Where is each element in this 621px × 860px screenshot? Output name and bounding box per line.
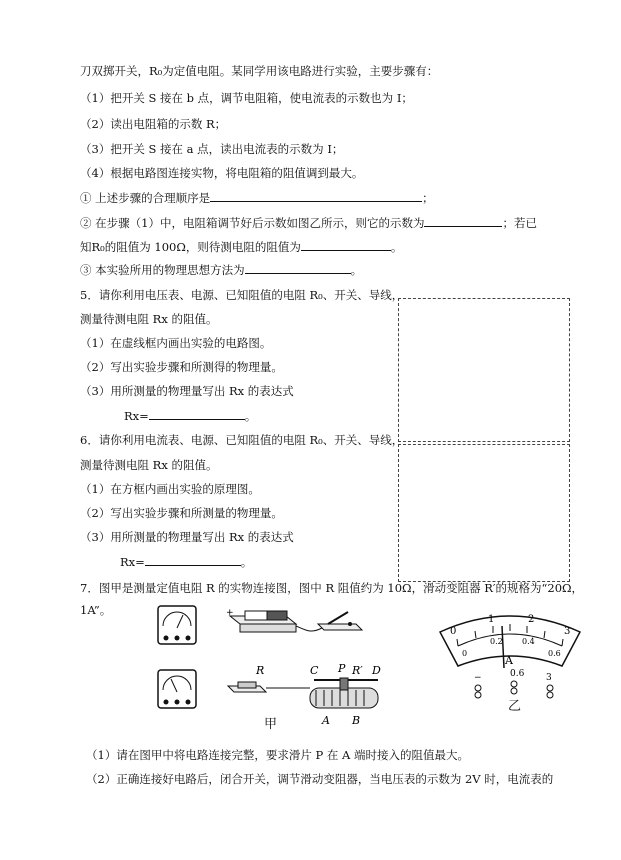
q7-item-1: （1）请在图甲中将电路连接完整，要求滑片 P 在 A 端时接入的阻值最大。 (86, 748, 469, 762)
dial-top-0: 0 (450, 626, 457, 637)
q5-item-2: （2）写出实验步骤和所测得的物理量。 (80, 360, 283, 374)
label-c: C (310, 664, 319, 677)
label-d: D (372, 664, 381, 677)
step-1: （1）把开关 S 接在 b 点，调节电阻箱，使电流表的示数也为 I； (80, 91, 413, 105)
question-order (80, 190, 434, 205)
label-a: A (322, 714, 330, 727)
question-box-reading-text: ② 在步骤（1）中，电阻箱调节好后示数如图乙所示，则它的示数为 (80, 216, 425, 230)
question-resistance-end: 。 (390, 240, 403, 254)
answer-blank-q6[interactable] (145, 554, 241, 566)
battery-pack (226, 608, 296, 632)
q6-formula-end: 。 (240, 555, 253, 569)
label-b: B (352, 714, 361, 727)
dial-top-1: 1 (488, 614, 495, 625)
dial-top-3: 3 (564, 626, 571, 637)
svg-text:+: + (226, 608, 234, 618)
terminal-posts (475, 681, 553, 698)
q6-drawing-box[interactable] (398, 444, 570, 582)
q5-formula (124, 408, 256, 423)
question-order-text: ① 上述步骤的合理顺序是 (80, 191, 211, 205)
q7-line-2: 1A”。 (80, 603, 112, 617)
answer-blank-q5[interactable] (149, 408, 245, 420)
q7-item-2: （2）正确连接好电路后，闭合开关，调节滑动变阻器，当电压表的示数为 2V 时，电流表的 (86, 772, 554, 786)
dial-bottom-3: 0.6 (548, 649, 561, 658)
label-r-prime: R′ (352, 664, 363, 677)
question-box-reading-end: ；若已 (502, 216, 537, 230)
step-3: （3）把开关 S 接在 a 点，读出电流表的示数为 I； (80, 142, 344, 156)
q6-item-1: （1）在方框内画出实验的原理图。 (80, 482, 260, 496)
question-order-end: ； (422, 191, 434, 205)
voltmeter-meter (158, 670, 196, 708)
dial-top-2: 2 (528, 614, 535, 625)
q6-line-2: 测量待测电阻 Rx 的阻值。 (80, 458, 218, 472)
q7-line-1: 7．图甲是测量定值电阻 R 的实物连接图，图中 R 阻值约为 10Ω，滑动变阻器 R′的规格为“20Ω， (80, 581, 584, 595)
q6-line-1: 6．请你利用电流表、电源、已知阻值的电阻 R₀、开关、导线， (80, 433, 404, 447)
question-resistance-text: 知R₀的阻值为 100Ω，则待测电阻的阻值为 (80, 240, 301, 254)
step-4: （4）根据电路图连接实物，将电阻箱的阻值调到最大。 (80, 166, 364, 180)
question-method-end: 。 (350, 263, 363, 277)
figure-yi-caption: 乙 (508, 699, 522, 714)
question-method (80, 262, 362, 277)
intro-line: 刀双掷开关，R₀为定值电阻。某同学用该电路进行实验，主要步骤有： (80, 64, 439, 78)
q5-line-1: 5．请你利用电压表、电源、已知阻值的电阻 R₀、开关、导线， (80, 288, 404, 302)
question-method-text: ③ 本实验所用的物理思想方法为 (80, 263, 245, 277)
q5-line-2: 测量待测电阻 Rx 的阻值。 (80, 312, 218, 326)
answer-blank-resistance[interactable] (301, 239, 391, 251)
switch-knife (318, 612, 362, 630)
dial-bottom-2: 0.4 (522, 637, 535, 646)
q5-formula-label: Rx= (124, 409, 149, 423)
q5-item-3: （3）用所测量的物理量写出 Rx 的表达式 (80, 384, 294, 398)
figure-yi-ammeter (436, 604, 584, 714)
dial-bottom-0: 0 (462, 649, 468, 658)
dial-unit: A (505, 654, 513, 667)
ammeter-meter (158, 606, 196, 644)
resistor-r (228, 682, 266, 692)
question-box-reading (80, 215, 537, 230)
q5-drawing-box[interactable] (398, 298, 570, 442)
terminal-06-label: 0.6 (510, 669, 525, 679)
step-2: （2）读出电阻箱的示数 R； (80, 117, 227, 131)
q6-formula-label: Rx= (120, 555, 145, 569)
q5-formula-end: 。 (244, 409, 257, 423)
q6-item-3: （3）用所测量的物理量写出 Rx 的表达式 (80, 530, 294, 544)
slide-rheostat (310, 678, 378, 708)
answer-blank-order[interactable] (210, 190, 422, 202)
answer-blank-reading[interactable] (424, 215, 502, 227)
question-resistance (80, 239, 402, 254)
figure-jia-apparatus (150, 600, 390, 736)
label-p: P (338, 662, 346, 675)
q6-item-2: （2）写出实验步骤和所测量的物理量。 (80, 506, 283, 520)
dial-bottom-1: 0.2 (490, 637, 503, 646)
figure-jia-caption: 甲 (264, 717, 278, 732)
terminal-3-label: 3 (546, 673, 552, 683)
answer-blank-method[interactable] (245, 262, 351, 274)
q5-item-1: （1）在虚线框内画出实验的电路图。 (80, 336, 272, 350)
terminal-neg-label: − (474, 673, 482, 683)
label-r: R (256, 664, 265, 677)
q6-formula (120, 554, 252, 569)
